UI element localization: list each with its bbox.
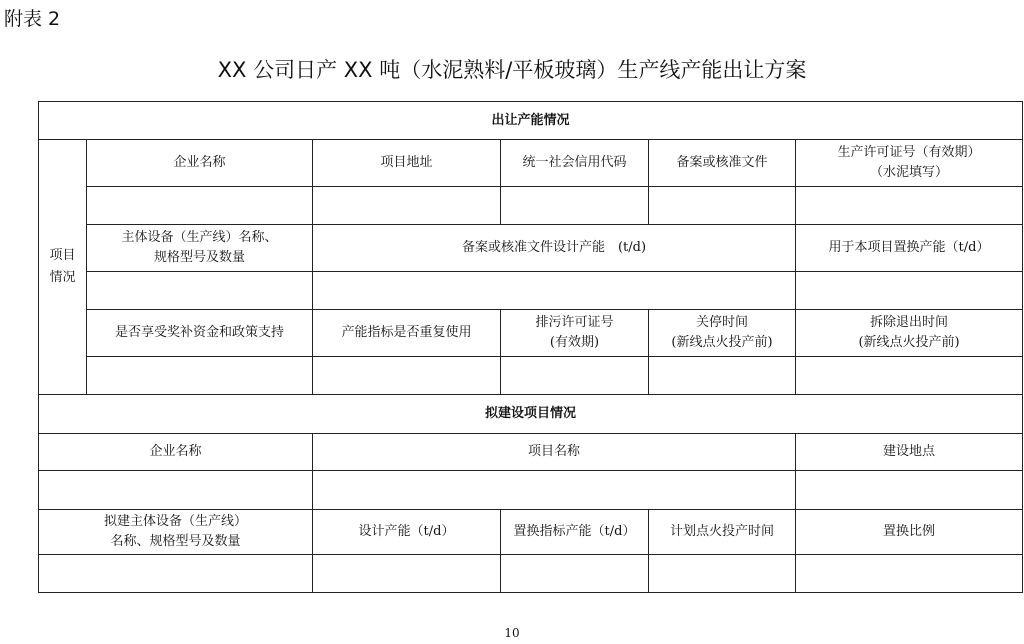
credit-code-cell[interactable] [501,187,649,225]
demolish-time-header [796,310,1023,357]
proposed-equipment-cell[interactable] [39,555,313,593]
proposed-replacement-capacity-cell[interactable] [501,555,649,593]
credit-code-header: 统一社会信用代码 [501,140,649,187]
filing-doc-cell[interactable] [649,187,796,225]
transfer-data-row-3 [39,357,1023,395]
proposed-section-heading: 拟建设项目情况 [39,395,1023,434]
proposed-equipment-line2: 名称、规格型号及数量 [110,534,241,549]
side-label-line1: 项目 [49,248,76,263]
proposed-ratio-cell[interactable] [796,555,1023,593]
pollution-permit-cell[interactable] [501,357,649,395]
shutdown-line2: (新线点火投产前) [671,335,773,350]
proposed-ignition-time-header: 计划点火投产时间 [649,510,796,555]
equipment-line1: 主体设备（生产线）名称、 [121,230,278,245]
pollution-permit-header [501,310,649,357]
subsidy-cell[interactable] [87,357,313,395]
proposed-replacement-capacity-header: 置换指标产能（t/d） [501,510,649,555]
transfer-heading-row [39,102,1023,140]
design-capacity-header: 备案或核准文件设计产能 (t/d) [313,225,796,272]
proposed-ratio-header: 置换比例 [796,510,1023,555]
subsidy-header: 是否享受奖补资金和政策支持 [87,310,313,357]
transfer-header-row-1 [39,140,1023,187]
production-license-header [796,140,1023,187]
permit-line1: 排污许可证号 [535,315,614,330]
project-situation-label [39,140,87,395]
proposed-equipment-header [39,510,313,555]
annex-label: 附表 2 [4,8,61,30]
reuse-header: 产能指标是否重复使用 [313,310,501,357]
shutdown-time-header [649,310,796,357]
proposed-design-capacity-cell[interactable] [313,555,501,593]
reuse-cell[interactable] [313,357,501,395]
design-capacity-cell[interactable] [313,272,796,310]
proposed-equipment-line1: 拟建主体设备（生产线） [103,514,247,529]
demolish-time-cell[interactable] [796,357,1023,395]
proposed-project-name-cell[interactable] [313,471,796,510]
proposed-ignition-time-cell[interactable] [649,555,796,593]
transfer-data-row-2 [39,272,1023,310]
equipment-header [87,225,313,272]
transfer-data-row-1 [39,187,1023,225]
replacement-capacity-header: 用于本项目置换产能（t/d） [796,225,1023,272]
filing-doc-header: 备案或核准文件 [649,140,796,187]
document-title: XX 公司日产 XX 吨（水泥熟料/平板玻璃）生产线产能出让方案 [217,58,807,82]
transfer-header-row-2 [39,225,1023,272]
proposed-header-row-1 [39,434,1023,471]
proposed-design-capacity-header: 设计产能（t/d） [313,510,501,555]
demolish-line1: 拆除退出时间 [870,315,949,330]
demolish-line2: (新线点火投产前) [858,335,960,350]
project-address-header: 项目地址 [313,140,501,187]
proposed-location-header: 建设地点 [796,434,1023,471]
proposed-data-row-1 [39,471,1023,510]
proposed-project-name-header: 项目名称 [313,434,796,471]
proposed-company-name-header: 企业名称 [39,434,313,471]
shutdown-line1: 关停时间 [695,315,748,330]
proposed-heading-row [39,395,1023,434]
license-line2: （水泥填写） [870,165,949,180]
transfer-header-row-3 [39,310,1023,357]
project-address-cell[interactable] [313,187,501,225]
proposed-company-name-cell[interactable] [39,471,313,510]
shutdown-time-cell[interactable] [649,357,796,395]
transfer-section-heading: 出让产能情况 [39,102,1023,140]
company-name-cell[interactable] [87,187,313,225]
side-label-line2: 情况 [49,270,76,285]
production-license-cell[interactable] [796,187,1023,225]
proposed-header-row-2 [39,510,1023,555]
license-line1: 生产许可证号（有效期） [837,145,981,160]
equipment-line2: 规格型号及数量 [153,250,245,265]
replacement-capacity-cell[interactable] [796,272,1023,310]
proposed-data-row-2 [39,555,1023,593]
page-number: 10 [504,626,520,640]
proposed-location-cell[interactable] [796,471,1023,510]
company-name-header: 企业名称 [87,140,313,187]
equipment-cell[interactable] [87,272,313,310]
permit-line2: (有效期) [549,335,600,350]
capacity-transfer-table [38,101,1023,593]
